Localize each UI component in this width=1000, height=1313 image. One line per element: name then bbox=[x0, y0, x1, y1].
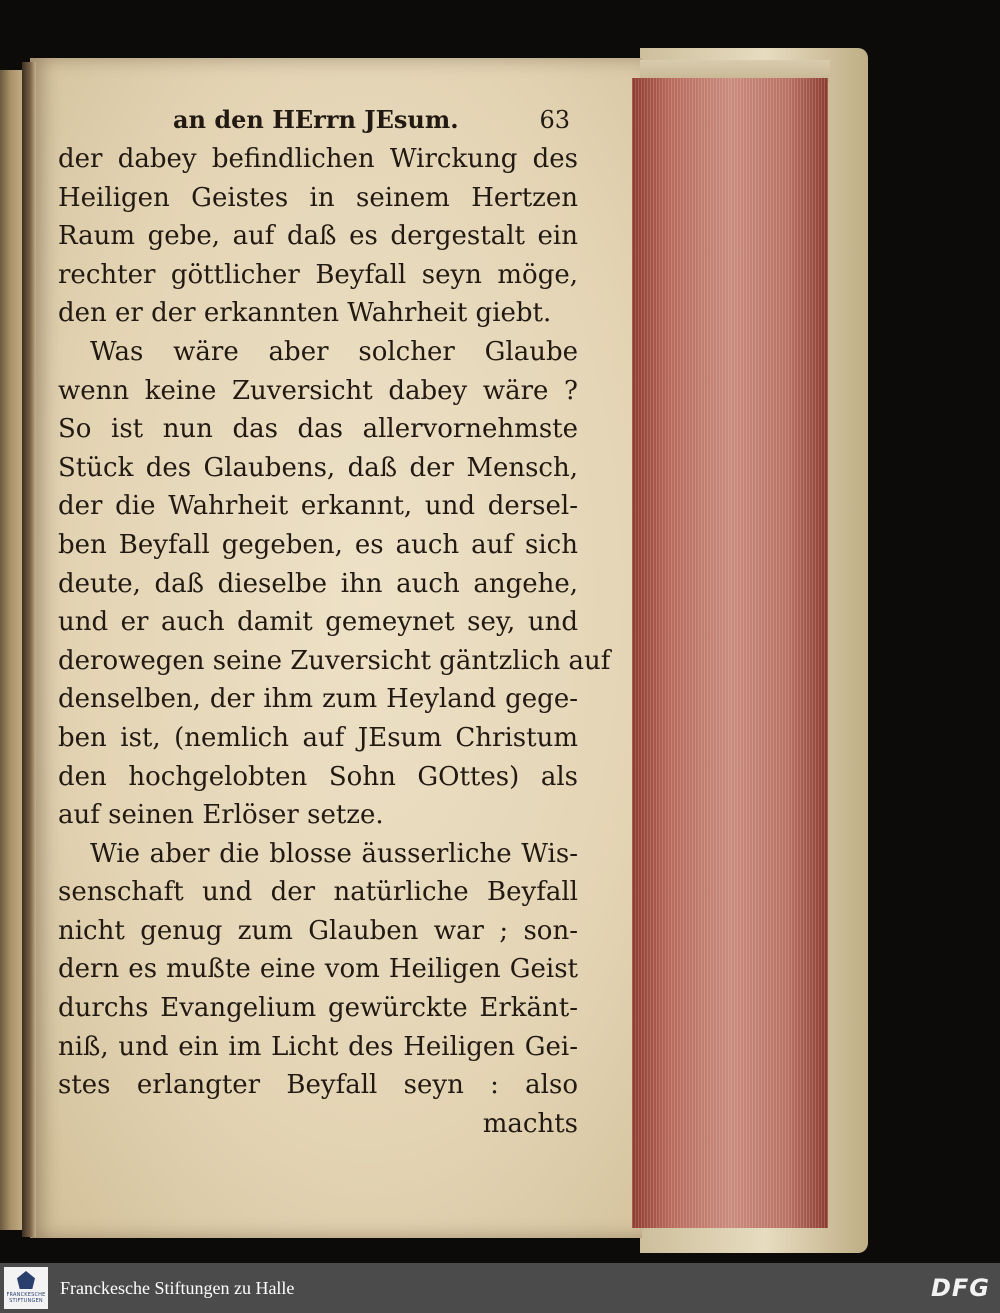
running-head bbox=[58, 100, 578, 140]
text-line: der die Wahrheit erkannt, und dersel- bbox=[58, 491, 578, 522]
text-line: Stück des Glaubens, daß der Mensch, bbox=[58, 452, 578, 483]
footer-bar bbox=[0, 1263, 1000, 1313]
text-line: dern es mußte eine vom Heiligen Geist bbox=[58, 954, 578, 985]
catchword: machts bbox=[482, 1108, 578, 1139]
text-line: auf seinen Erlöser setze. bbox=[58, 800, 384, 831]
text-line: wenn keine Zuversicht dabey wäre ? bbox=[58, 375, 578, 406]
text-line: senschaft und der natürliche Beyfall bbox=[58, 877, 578, 908]
text-line: und er auch damit gemeynet sey, und bbox=[58, 607, 578, 638]
text-line: nicht genug zum Glauben war ; son- bbox=[58, 915, 578, 946]
text-line: ben ist, (nemlich auf JEsum Christum bbox=[58, 722, 578, 753]
text-line: den er der erkannten Wahrheit giebt. bbox=[58, 298, 552, 329]
text-line: Was wäre aber solcher Glaube bbox=[90, 336, 578, 367]
institution-name: Franckesche Stiftungen zu Halle bbox=[60, 1278, 295, 1298]
text-line: derowegen seine Zuversicht gäntzlich auf bbox=[58, 645, 611, 676]
logo-caption: FRANCKESCHE STIFTUNGEN bbox=[6, 1292, 46, 1304]
building-icon bbox=[17, 1271, 35, 1289]
text-line: denselben, der ihm zum Heyland gege- bbox=[58, 684, 578, 715]
text-line: den hochgelobten Sohn GOttes) als bbox=[58, 761, 578, 792]
text-line: niß, und ein im Licht des Heiligen Gei- bbox=[58, 1031, 578, 1062]
text-line: Wie aber die blosse äusserliche Wis- bbox=[90, 838, 578, 869]
page-number: 63 bbox=[539, 106, 570, 134]
book-gutter bbox=[22, 62, 36, 1237]
page-text bbox=[58, 100, 611, 1143]
text-line: durchs Evangelium gewürckte Erkänt- bbox=[58, 993, 578, 1024]
text-line: Heiligen Geistes in seinem Hertzen bbox=[58, 182, 578, 213]
text-line: der dabey befindlichen Wirckung des bbox=[58, 144, 578, 174]
text-line: rechter göttlicher Beyfall seyn möge, bbox=[58, 259, 578, 290]
franckesche-stiftungen-logo[interactable] bbox=[4, 1267, 48, 1309]
dfg-logo[interactable]: DFG bbox=[930, 1274, 990, 1302]
text-line: ben Beyfall gegeben, es auch auf sich bbox=[58, 529, 578, 560]
text-line: deute, daß dieselbe ihn auch angehe, bbox=[58, 568, 578, 599]
text-line: So ist nun das das allervornehmste bbox=[58, 414, 578, 445]
text-line: Raum gebe, auf daß es dergestalt ein bbox=[58, 221, 578, 252]
red-fore-edge bbox=[632, 78, 828, 1228]
text-line: stes erlangter Beyfall seyn : also bbox=[58, 1070, 578, 1101]
running-title: an den HErrn JEsum. bbox=[173, 105, 459, 134]
